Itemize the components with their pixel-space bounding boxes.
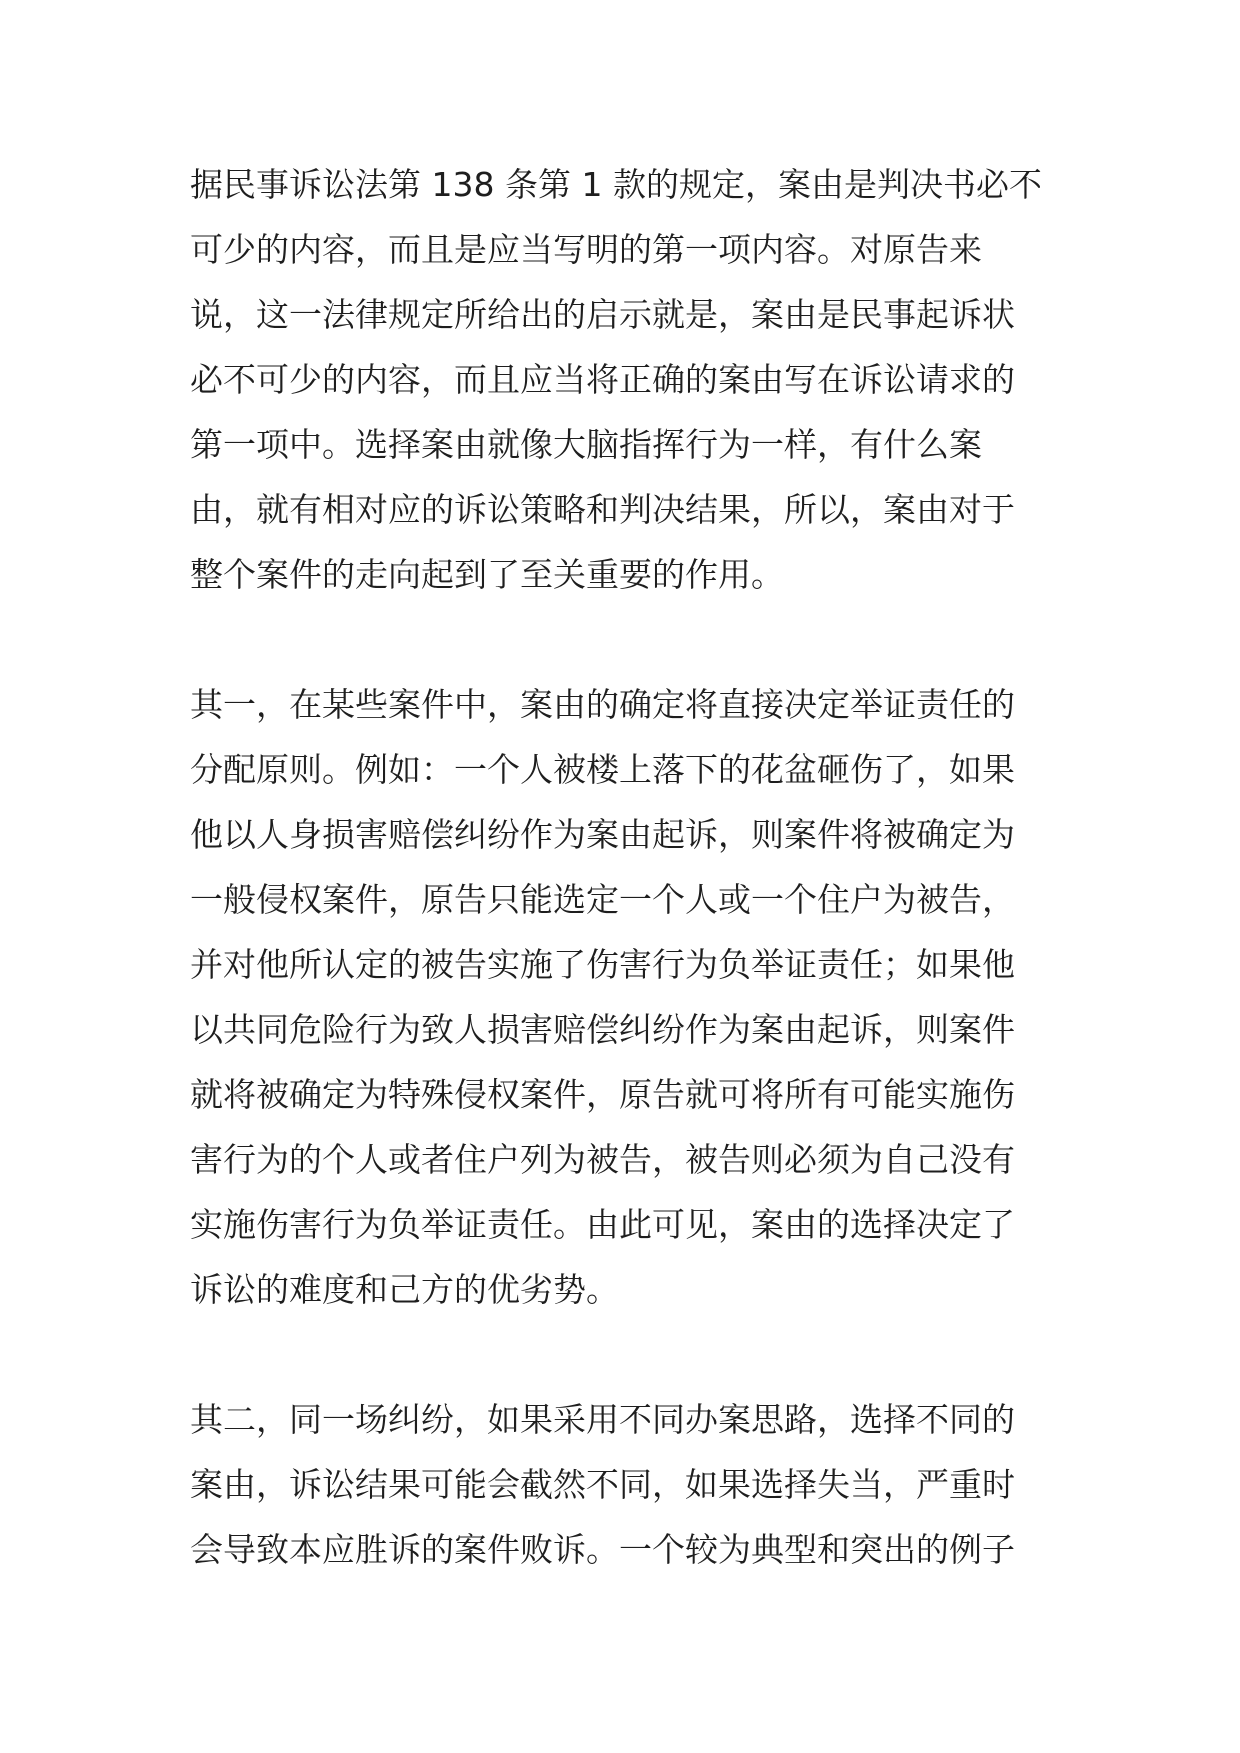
paragraph-line: 以共同危险行为致人损害赔偿纠纷作为案由起诉，则案件	[190, 1010, 1015, 1049]
paragraph-1	[190, 152, 1040, 607]
paragraph-line: 诉讼的难度和己方的优劣势。	[190, 1270, 619, 1309]
paragraph-line: 第一项中。选择案由就像大脑指挥行为一样，有什么案	[190, 425, 982, 464]
paragraph-line: 由，就有相对应的诉讼策略和判决结果，所以，案由对于	[190, 490, 1015, 529]
paragraph-line: 一般侵权案件，原告只能选定一个人或一个住户为被告，	[190, 880, 1015, 919]
paragraph-line: 其二，同一场纠纷，如果采用不同办案思路，选择不同的	[190, 1400, 1015, 1439]
paragraph-3	[190, 1387, 1040, 1582]
paragraph-line: 据民事诉讼法第 138 条第 1 款的规定，案由是判决书必不	[190, 165, 1042, 204]
paragraph-line: 可少的内容，而且是应当写明的第一项内容。对原告来	[190, 230, 982, 269]
paragraph-line: 他以人身损害赔偿纠纷作为案由起诉，则案件将被确定为	[190, 815, 1015, 854]
paragraph-2	[190, 672, 1040, 1322]
paragraph-line: 说，这一法律规定所给出的启示就是，案由是民事起诉状	[190, 295, 1015, 334]
paragraph-line: 必不可少的内容，而且应当将正确的案由写在诉讼请求的	[190, 360, 1015, 399]
paragraph-line: 整个案件的走向起到了至关重要的作用。	[190, 555, 784, 594]
paragraph-line: 害行为的个人或者住户列为被告，被告则必须为自己没有	[190, 1140, 1015, 1179]
paragraph-line: 就将被确定为特殊侵权案件，原告就可将所有可能实施伤	[190, 1075, 1015, 1114]
paragraph-line: 分配原则。例如：一个人被楼上落下的花盆砸伤了，如果	[190, 750, 1015, 789]
paragraph-line: 实施伤害行为负举证责任。由此可见，案由的选择决定了	[190, 1205, 1015, 1244]
paragraph-line: 案由，诉讼结果可能会截然不同，如果选择失当，严重时	[190, 1465, 1015, 1504]
paragraph-line: 并对他所认定的被告实施了伤害行为负举证责任；如果他	[190, 945, 1015, 984]
paragraph-line: 其一，在某些案件中，案由的确定将直接决定举证责任的	[190, 685, 1015, 724]
paragraph-line: 会导致本应胜诉的案件败诉。一个较为典型和突出的例子	[190, 1530, 1015, 1569]
